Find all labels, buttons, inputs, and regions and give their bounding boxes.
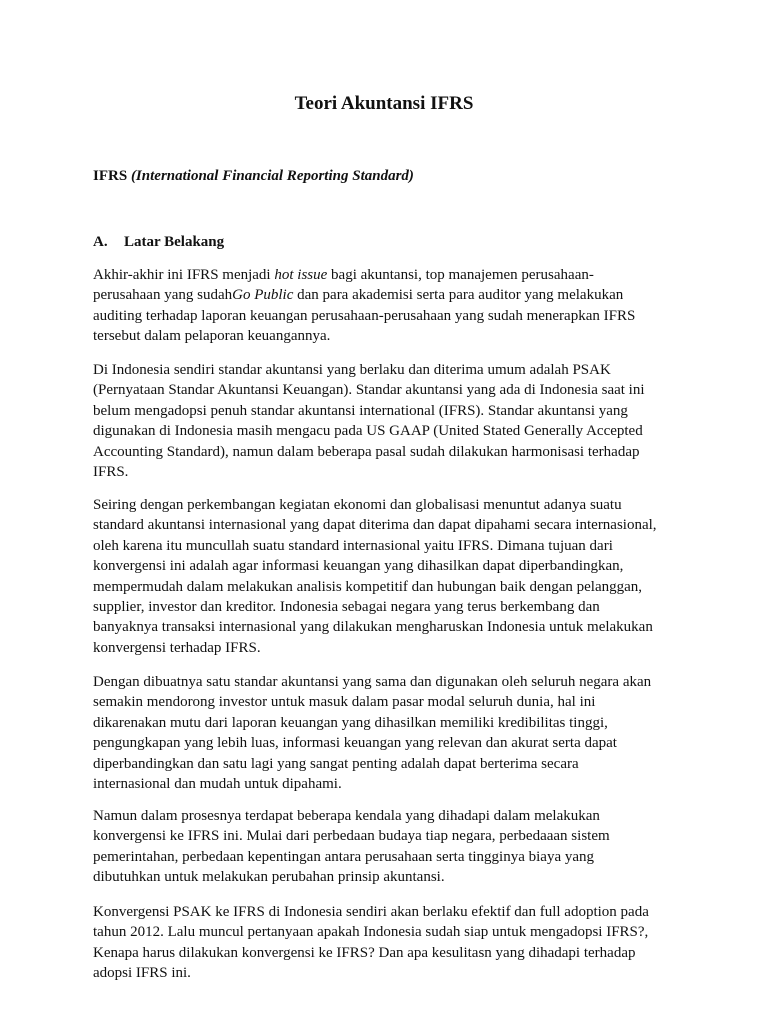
paragraph-line bbox=[93, 265, 683, 285]
paragraph-4 bbox=[93, 672, 683, 794]
paragraph-3 bbox=[93, 495, 683, 658]
paragraph-line: belum mengadopsi penuh standar akuntansi international (IFRS). Standar akuntansi yang bbox=[93, 402, 628, 419]
paragraph-line: Namun dalam prosesnya terdapat beberapa kendala yang dihadapi dalam melakukan bbox=[93, 808, 600, 824]
paragraph-line bbox=[93, 285, 683, 305]
paragraph-line: Konvergensi PSAK ke IFRS di Indonesia sendiri akan berlaku efektif dan full adoption pada bbox=[93, 904, 649, 920]
paragraph-line: tahun 2012. Lalu muncul pertanyaan apakah Indonesia sudah siap untuk mengadopsi IFRS?, bbox=[93, 924, 649, 941]
paragraph-line: Accounting Standard), namun dalam beberapa pasal sudah dilakukan harmonisasi terhadap bbox=[93, 443, 640, 460]
paragraph-line: adopsi IFRS ini. bbox=[93, 965, 191, 982]
text-run: perusahaan yang sudah bbox=[93, 287, 233, 304]
paragraph-1 bbox=[93, 265, 683, 347]
section-title: Latar Belakang bbox=[124, 234, 225, 250]
paragraph-line: Seiring dengan perkembangan kegiatan ekonomi dan globalisasi menuntut adanya suatu bbox=[93, 497, 622, 513]
paragraph-line: supplier, investor dan kreditor. Indonesia sebagai negara yang terus berkembang dan bbox=[93, 599, 600, 616]
paragraph-line: digunakan di Indonesia masih mengacu pada US GAAP (United Stated Generally Accepted bbox=[93, 423, 643, 440]
paragraph-line: dikarenakan mutu dari laporan keuangan yang dihasilkan memiliki kredibilitas tinggi, bbox=[93, 714, 608, 731]
paragraph-line: IFRS. bbox=[93, 464, 129, 481]
paragraph-line: semakin mendorong investor untuk masuk dalam pasar modal seluruh dunia, hal ini bbox=[93, 694, 596, 711]
paragraph-line: Dengan dibuatnya satu standar akuntansi yang sama dan digunakan oleh seluruh negara akan bbox=[93, 674, 652, 690]
subtitle-full: (International Financial Reporting Standard) bbox=[130, 168, 414, 184]
paragraph-line: oleh karena itu muncullah suatu standard internasional yaitu IFRS. Dimana tujuan dari bbox=[93, 537, 613, 554]
paragraph-line: konvergensi ke IFRS ini. Mulai dari perbedaan budaya tiap negara, perbedaaan sistem bbox=[93, 828, 610, 845]
paragraph-line: tersebut dalam pelaporan keuangannya. bbox=[93, 328, 331, 345]
paragraph-line: auditing terhadap laporan keuangan perusahaan-perusahaan yang sudah menerapkan IFRS bbox=[93, 307, 636, 324]
paragraph-2 bbox=[93, 360, 683, 482]
document-subtitle bbox=[93, 166, 414, 186]
paragraph-line: diperbandingkan dan satu lagi yang sangat penting adalah dapat berterima secara bbox=[93, 755, 579, 772]
paragraph-line: dibutuhkan untuk melakukan perubahan prinsip akuntansi. bbox=[93, 869, 445, 886]
paragraph-6 bbox=[93, 902, 683, 984]
paragraph-line: konvergensi terhadap IFRS. bbox=[93, 639, 261, 656]
text-run: bagi akuntansi, top manajemen perusahaan- bbox=[327, 267, 594, 283]
paragraph-5 bbox=[93, 806, 683, 888]
paragraph-line: pengungkapan yang lebih luas, informasi keuangan yang relevan dan akurat serta dapat bbox=[93, 735, 617, 752]
paragraph-line: Kenapa harus dilakukan konvergensi ke IFRS? Dan apa kesulitasn yang dihadapi terhadap bbox=[93, 944, 636, 961]
paragraph-line: (Pernyataan Standar Akuntansi Keuangan). Standar akuntansi yang ada di Indonesia saat ini bbox=[93, 382, 645, 399]
subtitle-abbr: IFRS bbox=[93, 168, 128, 184]
document-title: Teori Akuntansi IFRS bbox=[294, 93, 474, 114]
paragraph-line: internasional dan mudah untuk dipahami. bbox=[93, 776, 342, 793]
paragraph-line: konvergensi ini adalah agar informasi keuangan yang dihasilkan dapat diperbandingkan, bbox=[93, 558, 624, 575]
text-run: Akhir-akhir ini IFRS menjadi bbox=[93, 267, 275, 283]
italic-run: Go Public bbox=[232, 287, 294, 304]
paragraph-line: Di Indonesia sendiri standar akuntansi yang berlaku dan diterima umum adalah PSAK bbox=[93, 362, 611, 378]
text-run: dan para akademisi serta para auditor yang melakukan bbox=[293, 287, 624, 304]
paragraph-line: banyaknya transaksi internasional yang dilakukan mengharuskan Indonesia untuk melakukan bbox=[93, 619, 653, 636]
paragraph-line: pemerintahan, perbedaan kepentingan antara perusahaan serta tingginya biaya yang bbox=[93, 848, 595, 865]
italic-run: hot issue bbox=[274, 267, 328, 283]
paragraph-line: mempermudah dalam melakukan analisis kompetitif dan hubungan baik dengan pelanggan, bbox=[93, 578, 643, 595]
section-letter: A. bbox=[93, 234, 108, 250]
paragraph-line: standard akuntansi internasional yang dapat diterima dan dapat dipahami secara internasional, bbox=[93, 517, 657, 534]
section-heading bbox=[93, 232, 224, 252]
